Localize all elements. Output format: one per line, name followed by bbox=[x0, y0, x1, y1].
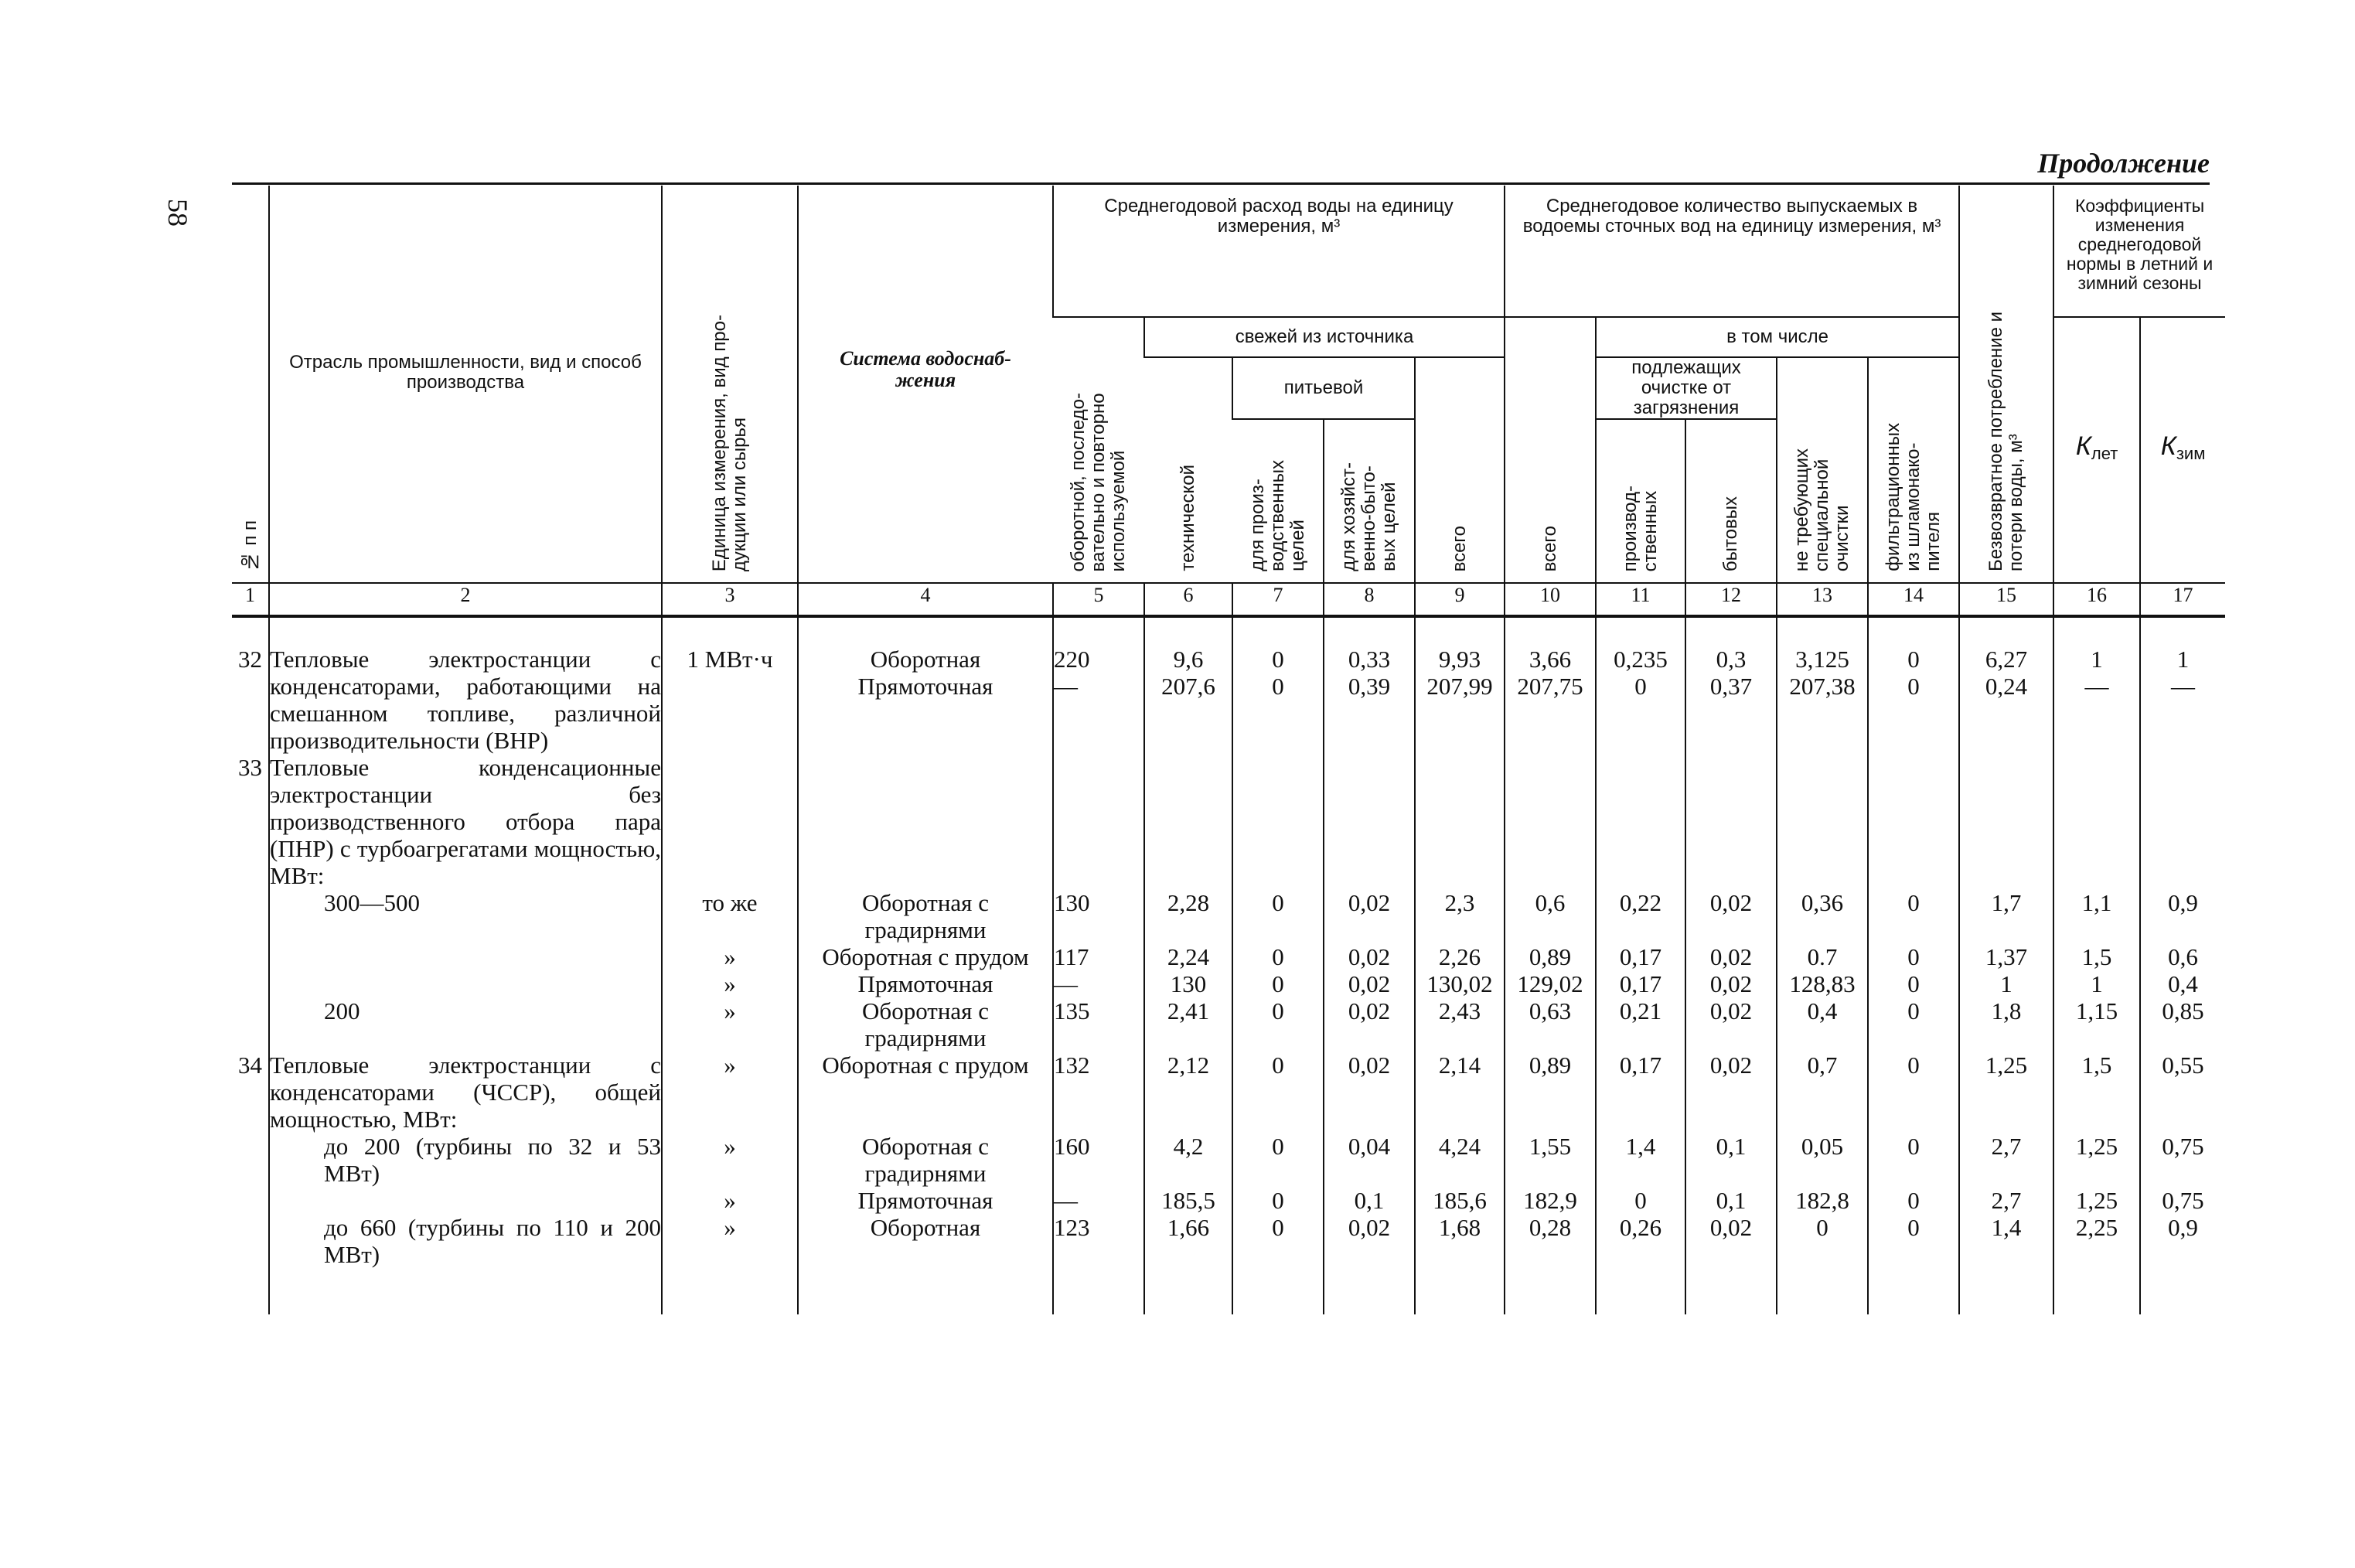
value-cell: 0,85 bbox=[2140, 997, 2225, 1052]
value-cell bbox=[1232, 616, 1324, 754]
filler-cell bbox=[269, 1268, 662, 1314]
value-cell: 0,9 bbox=[2140, 889, 2225, 943]
continuation-caption: Продолжение bbox=[2037, 148, 2210, 179]
value-cell: 2,24 bbox=[1144, 943, 1232, 970]
row-description bbox=[269, 889, 662, 943]
col-num: 2 bbox=[269, 583, 662, 616]
value-cell: 4,24 bbox=[1415, 1133, 1505, 1187]
row-supply-system: Оборотная с градирнями bbox=[798, 997, 1053, 1052]
value-line: 0 bbox=[1907, 646, 1920, 673]
value-line: 9,93 bbox=[1438, 646, 1481, 673]
col-num: 1 bbox=[232, 583, 269, 616]
value-cell bbox=[2140, 616, 2225, 754]
value-cell: 0,1 bbox=[1685, 1133, 1777, 1187]
row-number bbox=[232, 997, 269, 1052]
value-line: 1 bbox=[2091, 646, 2103, 673]
row-number bbox=[232, 889, 269, 943]
value-cell: 0,05 bbox=[1777, 1133, 1868, 1187]
filler-cell bbox=[1505, 1268, 1596, 1314]
value-cell: 132 bbox=[1053, 1052, 1144, 1133]
value-cell: 0.7 bbox=[1777, 943, 1868, 970]
col-num: 10 bbox=[1505, 583, 1596, 616]
value-cell: 0,9 bbox=[2140, 1214, 2225, 1268]
row-unit: » bbox=[662, 1214, 798, 1268]
filler-cell bbox=[2053, 1268, 2140, 1314]
value-cell: — bbox=[1053, 970, 1144, 997]
value-cell: 1,68 bbox=[1415, 1214, 1505, 1268]
row-number bbox=[232, 970, 269, 997]
value-cell: 0,17 bbox=[1596, 943, 1685, 970]
value-cell bbox=[1777, 616, 1868, 754]
value-cell: 0 bbox=[1232, 1214, 1324, 1268]
filler-cell bbox=[1144, 1268, 1232, 1314]
header-domestic-wastewater: бытовых bbox=[1685, 419, 1777, 583]
row-supply-system: Оборотная bbox=[798, 1214, 1053, 1268]
value-cell: 0,02 bbox=[1324, 997, 1415, 1052]
value-cell: 0,4 bbox=[2140, 970, 2225, 997]
value-cell: 2,3 bbox=[1415, 889, 1505, 943]
header-recycled: оборотной, последо- вательно и повторно используемой bbox=[1067, 392, 1129, 571]
value-cell bbox=[1868, 754, 1959, 889]
value-cell: 1 bbox=[1959, 970, 2053, 997]
value-cell: 0,04 bbox=[1324, 1133, 1415, 1187]
value-cell: — bbox=[1053, 1187, 1144, 1214]
value-cell: 0 bbox=[1777, 1214, 1868, 1268]
value-cell: 0,02 bbox=[1685, 1052, 1777, 1133]
value-cell: 2,14 bbox=[1415, 1052, 1505, 1133]
value-cell bbox=[1415, 754, 1505, 889]
subitem-text: до 200 (турбины по 32 и 53 МВт) bbox=[324, 1133, 661, 1187]
row-number: 34 bbox=[238, 1052, 262, 1079]
value-line: 0,3 bbox=[1716, 646, 1747, 673]
value-cell: 0,02 bbox=[1685, 1214, 1777, 1268]
row-unit: » bbox=[662, 997, 798, 1052]
value-cell bbox=[1685, 754, 1777, 889]
table-row bbox=[232, 1187, 2225, 1214]
value-line: 0,24 bbox=[1985, 673, 2028, 700]
table-row bbox=[232, 754, 2225, 889]
value-cell: 117 bbox=[1053, 943, 1144, 970]
header-fresh-total: всего bbox=[1415, 357, 1505, 583]
value-cell: 0 bbox=[1232, 1187, 1324, 1214]
value-cell: 185,6 bbox=[1415, 1187, 1505, 1214]
page-number: 58 bbox=[162, 199, 193, 227]
filler-cell bbox=[232, 1268, 269, 1314]
table-row bbox=[232, 997, 2225, 1052]
row-unit: » bbox=[662, 1133, 798, 1187]
value-cell: 0,1 bbox=[1324, 1187, 1415, 1214]
value-cell: 0,75 bbox=[2140, 1133, 2225, 1187]
header-group-fresh: свежей из источника bbox=[1144, 317, 1505, 357]
value-cell: 0 bbox=[1596, 1187, 1685, 1214]
header-industrial-wastewater: производ- ственных bbox=[1596, 419, 1685, 583]
row-description bbox=[269, 1052, 662, 1133]
col-num: 9 bbox=[1415, 583, 1505, 616]
value-cell: 0 bbox=[1868, 943, 1959, 970]
value-line: 220 bbox=[1054, 646, 1090, 673]
value-cell: 0,22 bbox=[1596, 889, 1685, 943]
value-line: 207,99 bbox=[1426, 673, 1493, 700]
col-num: 8 bbox=[1324, 583, 1415, 616]
value-line: 1 bbox=[2176, 646, 2190, 673]
col-num: 13 bbox=[1777, 583, 1868, 616]
row-unit: » bbox=[662, 1052, 798, 1133]
filler-cell bbox=[798, 1268, 1053, 1314]
header-group-discharge: Среднегодовое количество выпускаемых в водоемы сточных вод на единицу измерения, м³ bbox=[1505, 186, 1959, 317]
value-cell: 0,75 bbox=[2140, 1187, 2225, 1214]
row-number bbox=[232, 1187, 269, 1214]
value-cell: 1,55 bbox=[1505, 1133, 1596, 1187]
value-cell: 2,7 bbox=[1959, 1133, 2053, 1187]
table-row bbox=[232, 616, 2225, 754]
value-cell: 0 bbox=[1868, 1187, 1959, 1214]
header-no-treatment: не требующих специальной очистки bbox=[1777, 357, 1868, 583]
col-num: 15 bbox=[1959, 583, 2053, 616]
filler-cell bbox=[1868, 1268, 1959, 1314]
row-description bbox=[269, 1187, 662, 1214]
value-cell: 2,12 bbox=[1144, 1052, 1232, 1133]
filler-cell bbox=[1959, 1268, 2053, 1314]
value-cell: 0,26 bbox=[1596, 1214, 1685, 1268]
value-cell: 129,02 bbox=[1505, 970, 1596, 997]
value-cell: 0,4 bbox=[1777, 997, 1868, 1052]
table-body bbox=[232, 616, 2225, 1314]
value-cell: 0,21 bbox=[1596, 997, 1685, 1052]
value-cell: 0 bbox=[1868, 1052, 1959, 1133]
value-cell: 1,5 bbox=[2053, 943, 2140, 970]
value-cell: 1,25 bbox=[2053, 1133, 2140, 1187]
row-unit: 1 МВт·ч bbox=[662, 616, 798, 754]
subitem-text: 300—500 bbox=[324, 889, 420, 916]
header-k-summer: $К_{лет}$ bbox=[2053, 317, 2140, 583]
row-description bbox=[269, 970, 662, 997]
value-line: 6,27 bbox=[1985, 646, 2028, 673]
value-cell: 128,83 bbox=[1777, 970, 1868, 997]
value-cell: 1,5 bbox=[2053, 1052, 2140, 1133]
filler-cell bbox=[1596, 1268, 1685, 1314]
row-supply-system: Прямоточная bbox=[798, 970, 1053, 997]
value-cell bbox=[1053, 616, 1144, 754]
value-cell: 123 bbox=[1053, 1214, 1144, 1268]
value-cell: 0 bbox=[1868, 1133, 1959, 1187]
row-unit: » bbox=[662, 970, 798, 997]
col-num: 4 bbox=[798, 583, 1053, 616]
col-num: 16 bbox=[2053, 583, 2140, 616]
row-description bbox=[269, 997, 662, 1052]
row-unit bbox=[662, 754, 798, 889]
value-line: 0 bbox=[1272, 646, 1284, 673]
value-cell bbox=[1324, 754, 1415, 889]
value-line: 207,75 bbox=[1517, 673, 1583, 700]
description-text: Тепловые электростанции с конденсаторами (ЧССР), общей мощностью, МВт: bbox=[270, 1052, 661, 1133]
value-cell: 1,66 bbox=[1144, 1214, 1232, 1268]
value-line: 9,6 bbox=[1173, 646, 1204, 673]
value-cell: 0,02 bbox=[1324, 889, 1415, 943]
header-group-including: в том числе bbox=[1596, 317, 1959, 357]
row-description bbox=[269, 1214, 662, 1268]
row-number: 32 bbox=[238, 646, 262, 673]
value-line: — bbox=[1054, 673, 1078, 700]
header-supply-system: Система водоснаб- жения bbox=[798, 186, 1053, 583]
value-cell: 0 bbox=[1232, 1052, 1324, 1133]
row-supply-system: Прямоточная bbox=[798, 1187, 1053, 1214]
value-line: 0,235 bbox=[1614, 646, 1668, 673]
value-cell bbox=[1324, 616, 1415, 754]
value-cell: 0,7 bbox=[1777, 1052, 1868, 1133]
col-num: 6 bbox=[1144, 583, 1232, 616]
value-cell: 0 bbox=[1232, 970, 1324, 997]
value-cell bbox=[1596, 616, 1685, 754]
header-group-consumption: Среднегодовой расход воды на единицу измерения, м³ bbox=[1053, 186, 1505, 317]
value-line: 0 bbox=[1907, 673, 1920, 700]
description-text: Тепловые конденсационные электростанции без производственного отбора пара (ПНР) с турбоагрегатами мощностью, МВт: bbox=[270, 754, 661, 889]
value-cell: 0,6 bbox=[2140, 943, 2225, 970]
subitem-text: 200 bbox=[324, 997, 360, 1024]
row-unit: » bbox=[662, 1187, 798, 1214]
value-cell bbox=[1505, 616, 1596, 754]
value-cell bbox=[1685, 616, 1777, 754]
filler-cell bbox=[1053, 1268, 1144, 1314]
value-cell: 0 bbox=[1868, 970, 1959, 997]
value-cell: 0,17 bbox=[1596, 970, 1685, 997]
value-cell: 1,37 bbox=[1959, 943, 2053, 970]
water-norms-table bbox=[232, 186, 2225, 1314]
value-cell: 0 bbox=[1868, 889, 1959, 943]
header-household-purpose: для хозяйст- венно-быто- вых целей bbox=[1324, 419, 1415, 583]
header-k-winter: $К_{зим}$ bbox=[2140, 317, 2225, 583]
row-description bbox=[269, 616, 662, 754]
value-cell: 0,36 bbox=[1777, 889, 1868, 943]
header-production-purpose: для произ- водственных целей bbox=[1246, 460, 1308, 571]
value-cell: 0 bbox=[1868, 1214, 1959, 1268]
col-num: 14 bbox=[1868, 583, 1959, 616]
row-description bbox=[269, 943, 662, 970]
value-cell: 0,28 bbox=[1505, 1214, 1596, 1268]
value-cell bbox=[1232, 754, 1324, 889]
filler-cell bbox=[2140, 1268, 2225, 1314]
value-line: 0 bbox=[1634, 673, 1647, 700]
value-cell: 182,9 bbox=[1505, 1187, 1596, 1214]
value-cell bbox=[1596, 754, 1685, 889]
value-cell: 0,02 bbox=[1685, 943, 1777, 970]
col-num: 17 bbox=[2140, 583, 2225, 616]
value-cell: 2,43 bbox=[1415, 997, 1505, 1052]
supply-system-line: Прямоточная bbox=[857, 673, 993, 700]
header-row-number: № п п bbox=[239, 520, 261, 571]
value-cell: 2,25 bbox=[2053, 1214, 2140, 1268]
header-group-drinking: питьевой bbox=[1232, 357, 1415, 419]
value-cell bbox=[1868, 616, 1959, 754]
value-cell: 130,02 bbox=[1415, 970, 1505, 997]
header-discharge-total: всего bbox=[1505, 317, 1596, 583]
table-row bbox=[232, 889, 2225, 943]
subitem-text: до 660 (турбины по 110 и 200 МВт) bbox=[324, 1214, 661, 1268]
value-cell: 1,15 bbox=[2053, 997, 2140, 1052]
value-cell: 0,63 bbox=[1505, 997, 1596, 1052]
value-cell: 1,25 bbox=[2053, 1187, 2140, 1214]
value-cell: 2,28 bbox=[1144, 889, 1232, 943]
row-supply-system bbox=[798, 754, 1053, 889]
table-row bbox=[232, 1052, 2225, 1133]
value-line: 0,39 bbox=[1348, 673, 1391, 700]
filler-cell bbox=[1232, 1268, 1324, 1314]
row-unit: » bbox=[662, 943, 798, 970]
value-cell: 130 bbox=[1053, 889, 1144, 943]
row-supply-system: Оборотная с градирнями bbox=[798, 1133, 1053, 1187]
value-cell: 1,7 bbox=[1959, 889, 2053, 943]
table-row bbox=[232, 943, 2225, 970]
supply-system-line: Оборотная bbox=[870, 646, 981, 673]
table-filler-row bbox=[232, 1268, 2225, 1314]
value-cell: 0,02 bbox=[1685, 997, 1777, 1052]
value-cell: 0,02 bbox=[1324, 1214, 1415, 1268]
value-cell: 0 bbox=[1232, 889, 1324, 943]
filler-cell bbox=[1324, 1268, 1415, 1314]
header-group-treatment: подлежащих очистке от загрязнения bbox=[1596, 357, 1777, 419]
col-num: 7 bbox=[1232, 583, 1324, 616]
header-industry: Отрасль промышленности, вид и способ производства bbox=[269, 186, 662, 583]
value-cell: 130 bbox=[1144, 970, 1232, 997]
value-cell bbox=[2140, 754, 2225, 889]
value-cell: 0,02 bbox=[1324, 943, 1415, 970]
value-cell bbox=[2053, 616, 2140, 754]
value-cell: 0,02 bbox=[1324, 970, 1415, 997]
row-number bbox=[232, 943, 269, 970]
value-line: 3,66 bbox=[1529, 646, 1572, 673]
header-filtration: фильтрационных из шламонако- пителя bbox=[1868, 357, 1959, 583]
value-cell: 0,02 bbox=[1685, 970, 1777, 997]
value-cell: 0,55 bbox=[2140, 1052, 2225, 1133]
table-row bbox=[232, 1133, 2225, 1187]
value-cell: 0,89 bbox=[1505, 1052, 1596, 1133]
value-cell bbox=[2053, 754, 2140, 889]
value-cell: 4,2 bbox=[1144, 1133, 1232, 1187]
row-number bbox=[232, 1214, 269, 1268]
description-text: Тепловые электростанции с конденсаторами, работающими на смешанном топливе, различной производительности (ВНР) bbox=[270, 646, 661, 754]
column-numbers-row bbox=[232, 583, 2225, 616]
header-group-coefficients: Коэффициенты изменения среднегодовой нормы в летний и зимний сезоны bbox=[2053, 186, 2225, 317]
col-num: 5 bbox=[1053, 583, 1144, 616]
value-cell: 1,1 bbox=[2053, 889, 2140, 943]
row-supply-system: Оборотная с градирнями bbox=[798, 889, 1053, 943]
value-cell: 2,7 bbox=[1959, 1187, 2053, 1214]
row-unit: то же bbox=[662, 889, 798, 943]
value-line: 207,6 bbox=[1161, 673, 1215, 700]
row-number bbox=[232, 1133, 269, 1187]
header-technical: технической bbox=[1177, 465, 1198, 571]
value-cell: 2,41 bbox=[1144, 997, 1232, 1052]
header-irrecoverable: Безвозвратное потребление и потери воды, м³ bbox=[1959, 186, 2053, 583]
value-line: 3,125 bbox=[1795, 646, 1849, 673]
value-cell bbox=[1959, 754, 2053, 889]
value-cell bbox=[1777, 754, 1868, 889]
value-cell: 0 bbox=[1232, 943, 1324, 970]
value-line: — bbox=[2084, 673, 2109, 700]
value-cell: 185,5 bbox=[1144, 1187, 1232, 1214]
col-num: 3 bbox=[662, 583, 798, 616]
value-cell: 0,1 bbox=[1685, 1187, 1777, 1214]
value-line: 207,38 bbox=[1789, 673, 1856, 700]
value-line: — bbox=[2171, 673, 2196, 700]
value-cell: 2,26 bbox=[1415, 943, 1505, 970]
row-supply-system bbox=[798, 616, 1053, 754]
value-cell bbox=[1505, 754, 1596, 889]
filler-cell bbox=[662, 1268, 798, 1314]
table-row bbox=[232, 970, 2225, 997]
row-supply-system: Оборотная с прудом bbox=[798, 1052, 1053, 1133]
value-cell bbox=[1053, 754, 1144, 889]
value-cell: 160 bbox=[1053, 1133, 1144, 1187]
value-cell: 135 bbox=[1053, 997, 1144, 1052]
value-cell: 0 bbox=[1232, 997, 1324, 1052]
value-cell bbox=[1415, 616, 1505, 754]
col-num: 12 bbox=[1685, 583, 1777, 616]
value-cell: 0,02 bbox=[1685, 889, 1777, 943]
value-cell: 0 bbox=[1232, 1133, 1324, 1187]
row-description bbox=[269, 754, 662, 889]
row-description bbox=[269, 1133, 662, 1187]
row-supply-system: Оборотная с прудом bbox=[798, 943, 1053, 970]
value-cell bbox=[1144, 754, 1232, 889]
value-cell: 0 bbox=[1868, 997, 1959, 1052]
table-row bbox=[232, 1214, 2225, 1268]
value-cell bbox=[1959, 616, 2053, 754]
row-number: 33 bbox=[238, 754, 262, 781]
value-cell: 0,17 bbox=[1596, 1052, 1685, 1133]
value-cell: 1 bbox=[2053, 970, 2140, 997]
header-unit: Единица измерения, вид про- дукции или сырья bbox=[662, 186, 798, 583]
filler-cell bbox=[1415, 1268, 1505, 1314]
value-cell bbox=[1144, 616, 1232, 754]
value-line: 0,37 bbox=[1709, 673, 1753, 700]
top-rule bbox=[232, 182, 2210, 185]
value-cell: 182,8 bbox=[1777, 1187, 1868, 1214]
filler-cell bbox=[1777, 1268, 1868, 1314]
value-line: 0,33 bbox=[1348, 646, 1391, 673]
value-cell: 0,6 bbox=[1505, 889, 1596, 943]
filler-cell bbox=[1685, 1268, 1777, 1314]
value-cell: 1,4 bbox=[1596, 1133, 1685, 1187]
col-num: 11 bbox=[1596, 583, 1685, 616]
value-cell: 1,25 bbox=[1959, 1052, 2053, 1133]
value-cell: 1,8 bbox=[1959, 997, 2053, 1052]
value-cell: 0,89 bbox=[1505, 943, 1596, 970]
value-cell: 0,02 bbox=[1324, 1052, 1415, 1133]
value-line: 0 bbox=[1272, 673, 1284, 700]
value-cell: 1,4 bbox=[1959, 1214, 2053, 1268]
